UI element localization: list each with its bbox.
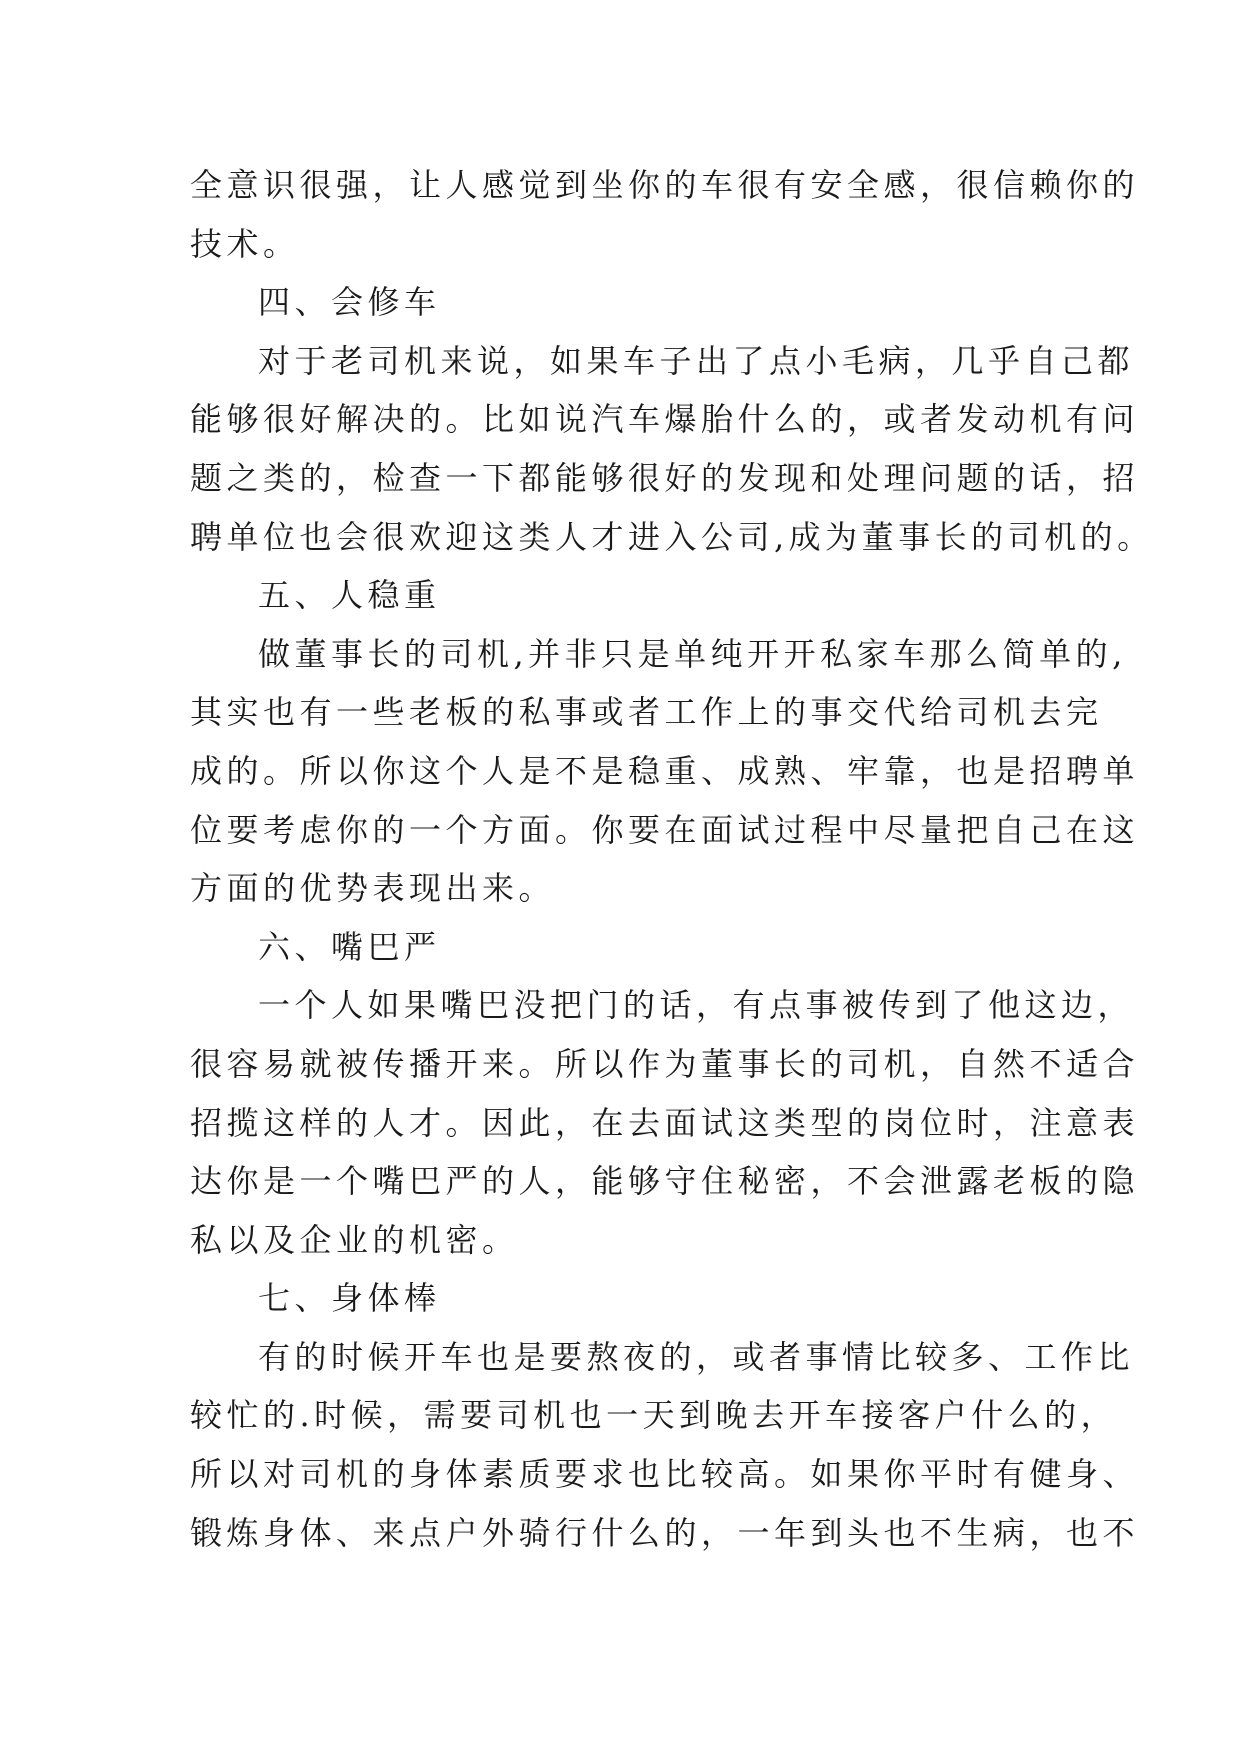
text-line: 成的。所以你这个人是不是稳重、成熟、牢靠，也是招聘单 bbox=[190, 751, 1140, 790]
text-line: 能够很好解决的。比如说汽车爆胎什么的，或者发动机有问 bbox=[190, 400, 1140, 439]
text-line: 方面的优势表现出来。 bbox=[190, 869, 556, 908]
text-line: 聘单位也会很欢迎这类人才进入公司,成为董事长的司机的。 bbox=[190, 517, 1154, 556]
text-line: 题之类的，检查一下都能够很好的发现和处理问题的话，招 bbox=[190, 458, 1140, 497]
paragraph-first-line: 有的时候开车也是要熬夜的，或者事情比较多、工作比 bbox=[258, 1337, 1135, 1376]
paragraph-first-line: 对于老司机来说，如果车子出了点小毛病，几乎自己都 bbox=[258, 341, 1135, 380]
paragraph-first-line: 做董事长的司机,并非只是单纯开开私家车那么简单的, bbox=[258, 634, 1127, 673]
section-heading: 六、嘴巴严 bbox=[258, 927, 441, 966]
paragraph-first-line: 一个人如果嘴巴没把门的话，有点事被传到了他这边， bbox=[258, 986, 1135, 1025]
text-line: 所以对司机的身体素质要求也比较高。如果你平时有健身、 bbox=[190, 1455, 1140, 1494]
text-line: 达你是一个嘴巴严的人，能够守住秘密，不会泄露老板的隐 bbox=[190, 1162, 1140, 1201]
text-line: 私以及企业的机密。 bbox=[190, 1220, 519, 1259]
text-line: 很容易就被传播开来。所以作为董事长的司机，自然不适合 bbox=[190, 1044, 1140, 1083]
section-heading: 七、身体棒 bbox=[258, 1279, 441, 1318]
section-heading: 五、人稳重 bbox=[258, 576, 441, 615]
document-body bbox=[190, 156, 1154, 1562]
text-line: 技术。 bbox=[190, 224, 300, 263]
text-line: 全意识很强，让人感觉到坐你的车很有安全感，很信赖你的 bbox=[190, 166, 1140, 204]
section-heading: 四、会修车 bbox=[258, 283, 441, 322]
text-line: 位要考虑你的一个方面。你要在面试过程中尽量把自己在这 bbox=[190, 810, 1140, 849]
text-line: 招揽这样的人才。因此，在去面试这类型的岗位时，注意表 bbox=[190, 1103, 1140, 1142]
text-line: 锻炼身体、来点户外骑行什么的，一年到头也不生病，也不 bbox=[190, 1513, 1140, 1552]
text-line: 较忙的.时候，需要司机也一天到晚去开车接客户什么的， bbox=[190, 1396, 1118, 1435]
text-line: 其实也有一些老板的私事或者工作上的事交代给司机去完 bbox=[190, 693, 1103, 732]
